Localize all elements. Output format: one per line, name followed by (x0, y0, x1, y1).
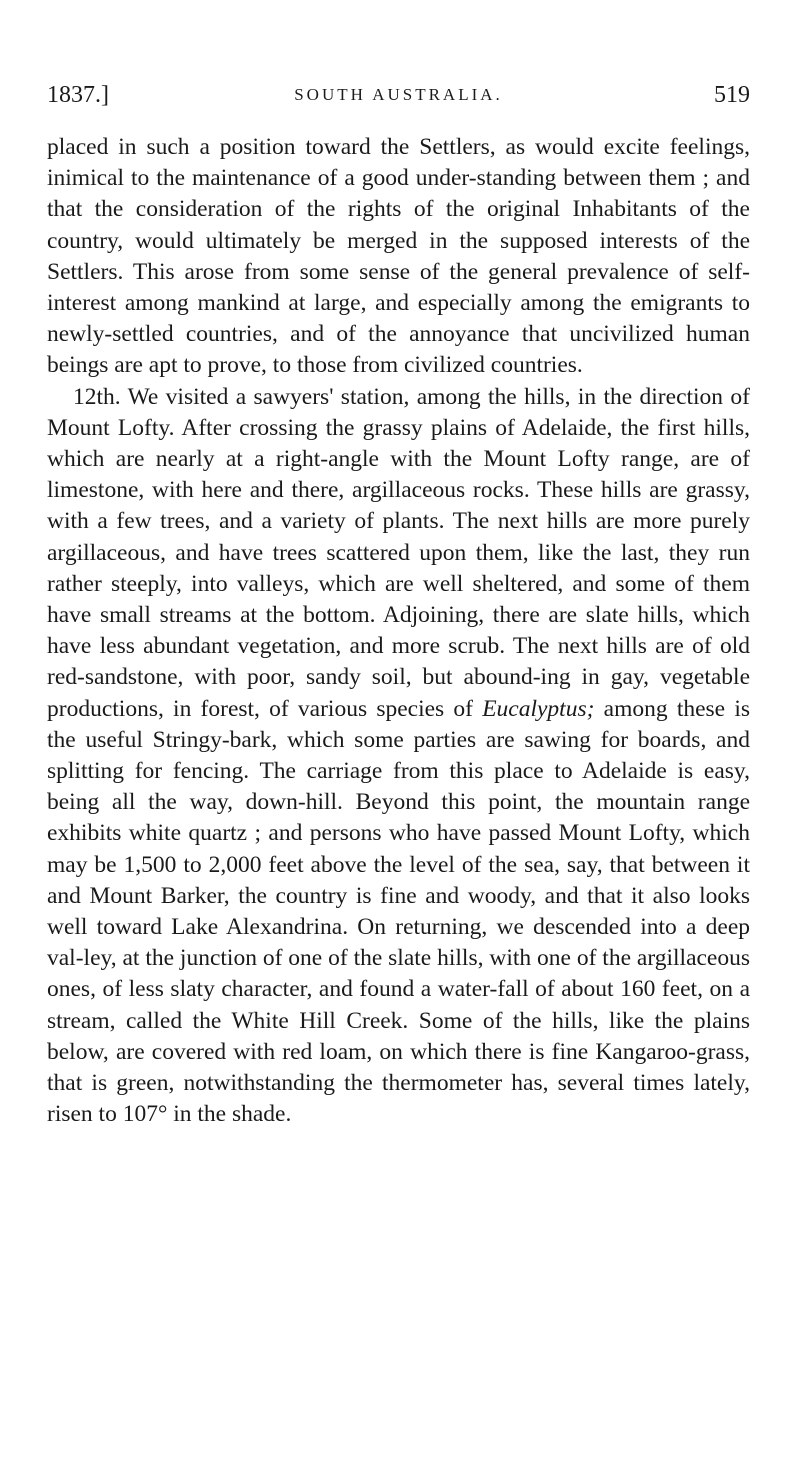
book-page (47, 78, 750, 1131)
paragraph-journal-entry (47, 382, 750, 1131)
body-text (47, 132, 750, 1131)
paragraph-text-after-taxon: among these is the useful Stringy-bark, which some parties are sawing for boards, and splitting for fencing. The carriage from this place to Adelaide is easy, being all the way, down-hill. Beyond this point, the mountain range exhibits white quartz ; and persons who have passed Mount Lofty, which may be 1,500 to 2,000 feet above the level of the sea, say, that between it and Mount Barker, the country is fine and woody, and that it also looks well toward Lake Alexandrina. On returning, we descended into a deep val-ley, at the junction of one of the slate hills, with one of the argillaceous ones, of less slaty character, and found a water-fall of about 160 feet, on a stream, called the White Hill Creek. Some of the hills, like the plains below, are covered with red loam, on which there is fine Kangaroo-grass, that is green, notwithstanding the thermometer has, several times lately, risen to 107° in the shade. (47, 695, 750, 1128)
paragraph-continuation: placed in such a position toward the Settlers, as would excite feelings, inimical to the maintenance of a good under-standing between them ; and that the consideration of the rights of the original Inhabitants of the country, would ultimately be merged in the supposed interests of the Settlers. This arose from some sense of the general prevalence of self-interest among mankind at large, and especially among the emigrants to newly-settled countries, and of the annoyance that uncivilized human beings are apt to prove, to those from civilized countries. (47, 134, 750, 379)
paragraph-text-before-taxon: 12th. We visited a sawyers' station, among the hills, in the direction of Mount Lofty. After crossing the grassy plains of Adelaide, the first hills, which are nearly at a right-angle with the Mount Lofty range, are of limestone, with here and there, argillaceous rocks. These hills are grassy, with a few trees, and a variety of plants. The next hills are more purely argillaceous, and have trees scattered upon them, like the last, they run rather steeply, into valleys, which are well sheltered, and some of them have small streams at the bottom. Adjoining, there are slate hills, which have less abundant vegetation, and more scrub. The next hills are of old red-sandstone, with poor, sandy soil, but abound-ing in gay, vegetable productions, in forest, of various species of (47, 383, 750, 722)
page-number: 519 (714, 82, 750, 108)
header-title: SOUTH AUSTRALIA. (294, 85, 503, 104)
header-year: 1837.] (47, 82, 109, 108)
taxon-name: Eucalyptus; (482, 695, 595, 722)
running-head (47, 78, 750, 112)
